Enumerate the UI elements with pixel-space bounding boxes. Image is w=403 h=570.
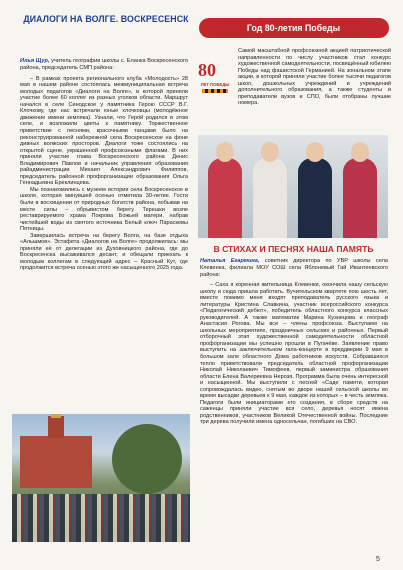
right-column <box>196 18 391 558</box>
st-george-ribbon-icon <box>202 89 228 93</box>
author-byline <box>200 258 388 278</box>
person-shape <box>253 158 287 238</box>
author-role: советник директора по УВР школы села Клевенка, филиала МОУ СОШ села Яблоневый Гай Ивантеевского района: <box>200 258 388 278</box>
person-head <box>261 142 279 162</box>
author-name: Наталья Егармина, <box>200 258 260 264</box>
logo-label: ЛЕТ ПОБЕДЫ <box>200 82 230 87</box>
author-name: Илья Щур, <box>20 58 50 64</box>
paragraph: Завершилась встреча на берегу Волги, на базе отдыха «Альшмов». Эстафета «Диалогов на Волге» продолжилась: мы приняли её от делегации из Духовницкого района, где до Воскресенска высаживался десант, и обещали приехать к молодым коллегам в следующий адрес – Красный Кут, где продолжится встреча осенью этого же насыщенного 2025 года. <box>20 232 188 272</box>
teachers-photo <box>198 135 388 238</box>
author-role: учитель географии школы с. Еланка Воскресенского района, председатель СМП района: <box>20 58 188 71</box>
tree-shape <box>112 424 182 494</box>
page-number: 5 <box>376 556 380 563</box>
quote-paragraph: – Саха я коренная жительница Клевенки, окончила нашу сельскую школу и сюда пришла работать. Вучительском квартете пою шесть лет, вместе помимо меня входят преподаватель русского языка и литературы Кристина Славкина, участник всероссийского конкурса «Педагогический дебют», победитель областного конкурса классных руководителей. А также математик Марина Кузнецова и географ Анастасия Рогова. Мы все – члены профсоюза. Выступаем на школьных мероприятиях, праздничных сельских и районных. Первый отборочный этап художественной самодеятельности областной профорганизации мы успешно прошли в Пугачёве. Заявление право выступить на заключительном гала-концерте в преддверии 9 мая в большом зале областного Дома работников искусств. Собравшихся тепло приветствовали председатель областной профорганизации Николай Николаевич Тимофеев, первый заминистра образования области Елена Валериевна Нерозя. Программа была очень интересной и насыщенной. Мы выступили с песней «Саде памяти, которая сопровождалась видео, снятым во дворе нашей сельской школы во время высадки деревьев к 9 мая, каждое из которых – в честь земляка. Педагоги были инициаторами его создания, в сборе средств на саженцы приняли участие вся село, деревья носят имена родственников, участников Великой Отечественной войны. Последние три дерева получили имена односельчан, погибших на СВО. <box>200 282 388 426</box>
church-shape <box>20 436 92 488</box>
person-shape <box>298 158 332 238</box>
person-head <box>216 142 234 162</box>
person-head <box>351 142 369 162</box>
section-title-badge: Год 80-летия Победы <box>199 18 389 38</box>
quote-text-block <box>200 282 388 426</box>
left-article-body <box>20 54 188 272</box>
victory-80-logo <box>196 54 234 104</box>
paragraph: Мы познакомились с музеем истории села Воскресенское в школе, которая минувшей осенью отметила 30-летие. Гости были в восхищении от природных богатств района, побывав на месте силы – обрывистом берегу Терешки возле реставрируемого храма Покрова Божьей матери, набрав чистейшей воды из святого источника Белый ключ Параскевы Пятницы. <box>20 186 188 233</box>
right-author-block <box>200 258 388 278</box>
logo-number: 80 <box>198 60 216 80</box>
paragraph: – В рамках проекта регионального клуба «Молодость» 28 мая в нашем районе состоялась межмуниципальная встреча молодых педагогов «Диалоги на Волге», в которой приняли участие более 60 коллег из разных уголков области. Маршрут начался в селе Синодское у памятника Герою СССР В.Г. Клочкову, где нас встречали юные хлочковцы (молодёжное движение имени земляка). Узнали, что Герой родился в этом селе, и возложили цветы к памятнику. Торжественное приветствие с песнями, красочными танцами было на реконструированной набережной села Воскресенское на фоне дивных волжских просторов. Диалоги тоже состоялись на открытой сцене, украшенной профсоюзными флагами. В них приняли участие глава Воскресенского района Денис Владимирович Павлов и начальник управления образования райадминистрации Михаил Александрович Филиппов, председатель районной профорганизации образования Ольга Геннадьевна Ереклинцева. <box>20 75 188 187</box>
article-text <box>20 76 188 272</box>
event-photo <box>12 414 190 542</box>
intro-text: Самой масштабной профсоюзной акцией патриотической направленности по числу участников стал конкурс художественной самодеятельности, посвящённый юбилею Победы над фашистской Германией. На зональном этапе акции, в которой приняли участие более тысячи педагогов школ, дошкольных учреждений и учреждений дополнительного образования, а также студенты и преподаватели вузов и СПО, были отобраны лучшие номера. <box>238 48 391 107</box>
left-column <box>12 14 190 554</box>
article-subtitle: В СТИХАХ И ПЕСНЯХ НАША ПАМЯТЬ <box>213 244 374 254</box>
article-headline: ДИАЛОГИ НА ВОЛГЕ. ВОСКРЕСЕНСК <box>23 14 189 24</box>
author-byline <box>20 58 188 72</box>
crowd-shape <box>12 494 190 542</box>
person-shape <box>343 158 377 238</box>
person-head <box>306 142 324 162</box>
person-shape <box>208 158 242 238</box>
